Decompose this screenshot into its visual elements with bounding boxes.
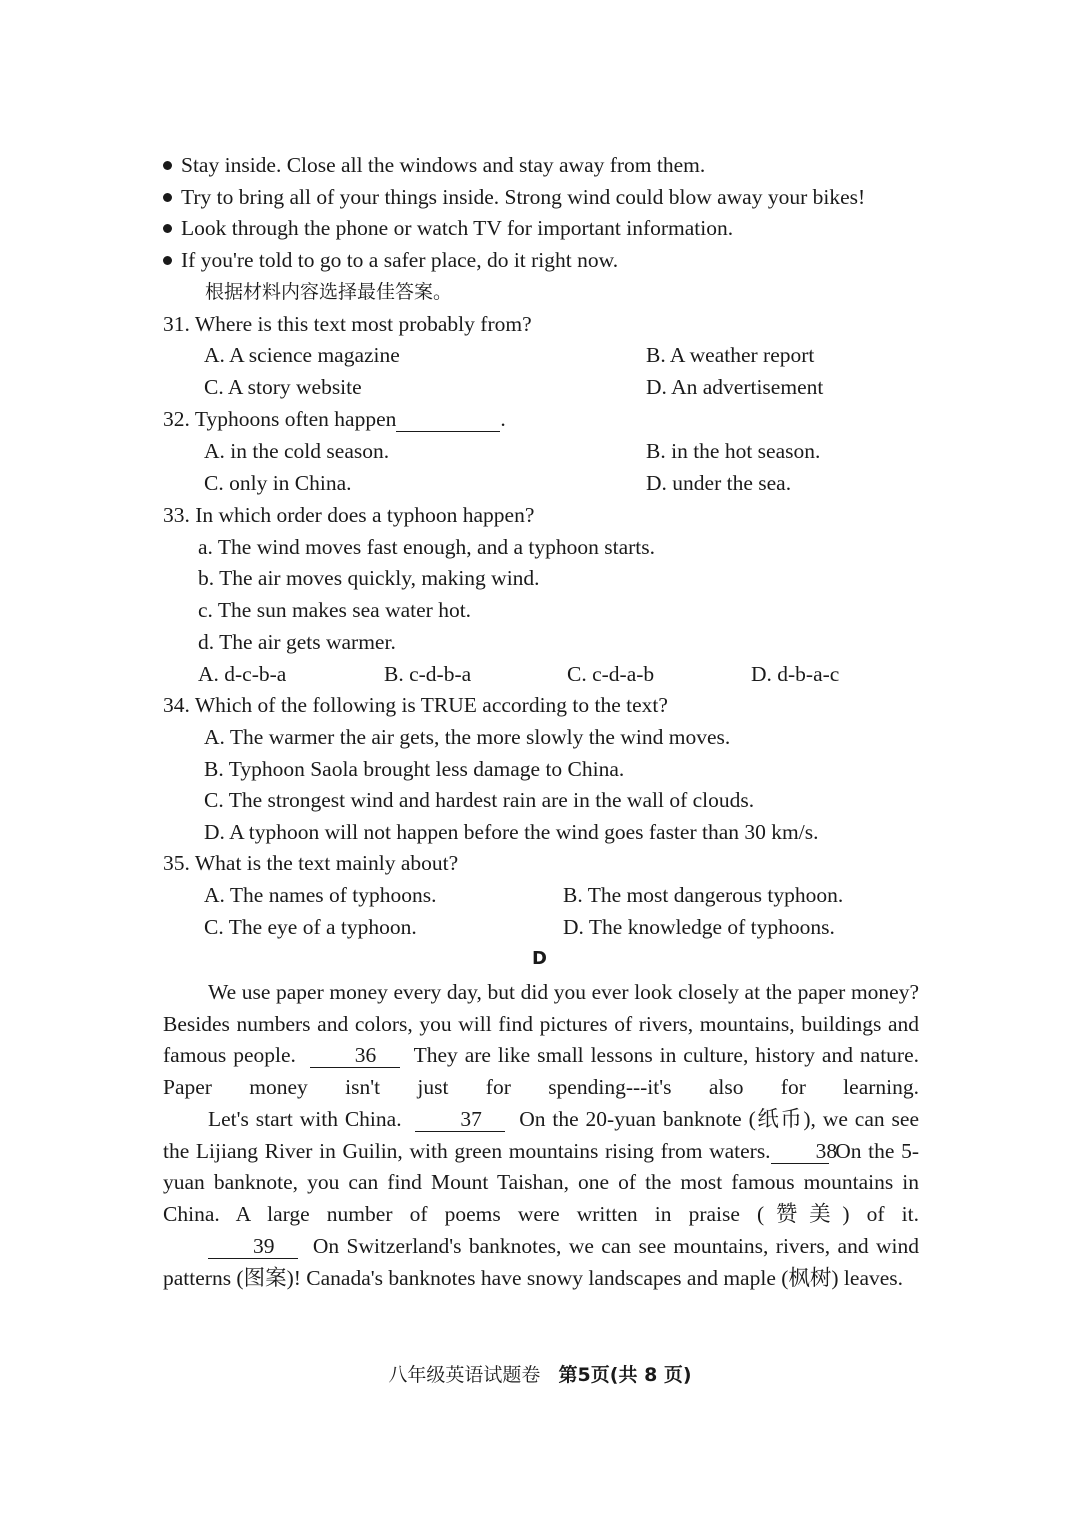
option: C. The eye of a typhoon. xyxy=(204,915,417,939)
option: C. A story website xyxy=(204,375,362,399)
option: B. The most dangerous typhoon. xyxy=(563,883,844,907)
option: C. c-d-a-b xyxy=(567,662,655,686)
option: A. The warmer the air gets, the more slowly the wind moves. xyxy=(204,725,731,749)
bullet-item: Stay inside. Close all the windows and stay away from them. xyxy=(163,150,705,180)
option: B. A weather report xyxy=(646,343,815,367)
answer-blank: 36 xyxy=(310,1043,400,1068)
passage-paragraph: We use paper money every day, but did you ever look closely at the paper money? Besides numbers and colors, you will find pictures of rivers, mountains, buildings and famous people. 36 They are like small lessons in culture, history and nature. Paper money isn't just for spending---it's also for learning. xyxy=(163,980,919,1099)
option: D. A typhoon will not happen before the wind goes faster than 30 km/s. xyxy=(204,820,819,844)
option: D. under the sea. xyxy=(646,471,792,495)
option: B. c-d-b-a xyxy=(384,662,472,686)
option: A. A science magazine xyxy=(204,343,400,367)
answer-blank: 38 xyxy=(771,1139,829,1164)
question-stem: 31. Where is this text most probably from? xyxy=(163,312,532,336)
sequence-item: d. The air gets warmer. xyxy=(198,630,396,654)
question-stem: 34. Which of the following is TRUE according to the text? xyxy=(163,693,668,717)
instruction: 根据材料内容选择最佳答案。 xyxy=(205,281,453,303)
option: A. d-c-b-a xyxy=(198,662,287,686)
option: D. d-b-a-c xyxy=(751,662,840,686)
sequence-item: c. The sun makes sea water hot. xyxy=(198,598,472,622)
option: A. The names of typhoons. xyxy=(204,883,437,907)
question-stem: 35. What is the text mainly about? xyxy=(163,851,459,875)
bullet-dot-icon xyxy=(163,161,172,170)
passage-paragraph: 39 On Switzerland's banknotes, we can see mountains, rivers, and wind patterns (图案)! Canada's banknotes have snowy landscapes and maple (枫树) leaves. xyxy=(163,1234,919,1290)
question-stem: 32. Typhoons often happen . xyxy=(163,407,506,431)
option: C. only in China. xyxy=(204,471,352,495)
option: D. The knowledge of typhoons. xyxy=(563,915,835,939)
option: A. in the cold season. xyxy=(204,439,390,463)
bullet-dot-icon xyxy=(163,224,172,233)
section-heading: D xyxy=(532,948,547,969)
option: D. An advertisement xyxy=(646,375,824,399)
bullet-item: Look through the phone or watch TV for important information. xyxy=(163,213,733,243)
sequence-item: a. The wind moves fast enough, and a typhoon starts. xyxy=(198,535,655,559)
page-footer: 八年级英语试题卷 第5页(共 8 页) xyxy=(388,1364,692,1386)
option: B. Typhoon Saola brought less damage to China. xyxy=(204,757,625,781)
answer-blank: 39 xyxy=(208,1234,298,1259)
answer-blank: 37 xyxy=(415,1107,505,1132)
answer-blank xyxy=(396,407,500,432)
bullet-dot-icon xyxy=(163,193,172,202)
option: C. The strongest wind and hardest rain are in the wall of clouds. xyxy=(204,788,755,812)
bullet-item: Try to bring all of your things inside. Strong wind could blow away your bikes! xyxy=(163,182,865,212)
bullet-item: If you're told to go to a safer place, do it right now. xyxy=(163,245,618,275)
question-stem: 33. In which order does a typhoon happen? xyxy=(163,503,535,527)
option: B. in the hot season. xyxy=(646,439,821,463)
bullet-dot-icon xyxy=(163,256,172,265)
passage-paragraph: Let's start with China. 37 On the 20-yuan banknote (纸币), we can see the Lijiang River in Guilin, with green mountains rising from waters. 38 On the 5-yuan banknote, you can find Mount Taishan, one of the most famous mountains in China. A large number of poems were written in praise (赞美) of it. xyxy=(163,1107,920,1226)
sequence-item: b. The air moves quickly, making wind. xyxy=(198,566,540,590)
